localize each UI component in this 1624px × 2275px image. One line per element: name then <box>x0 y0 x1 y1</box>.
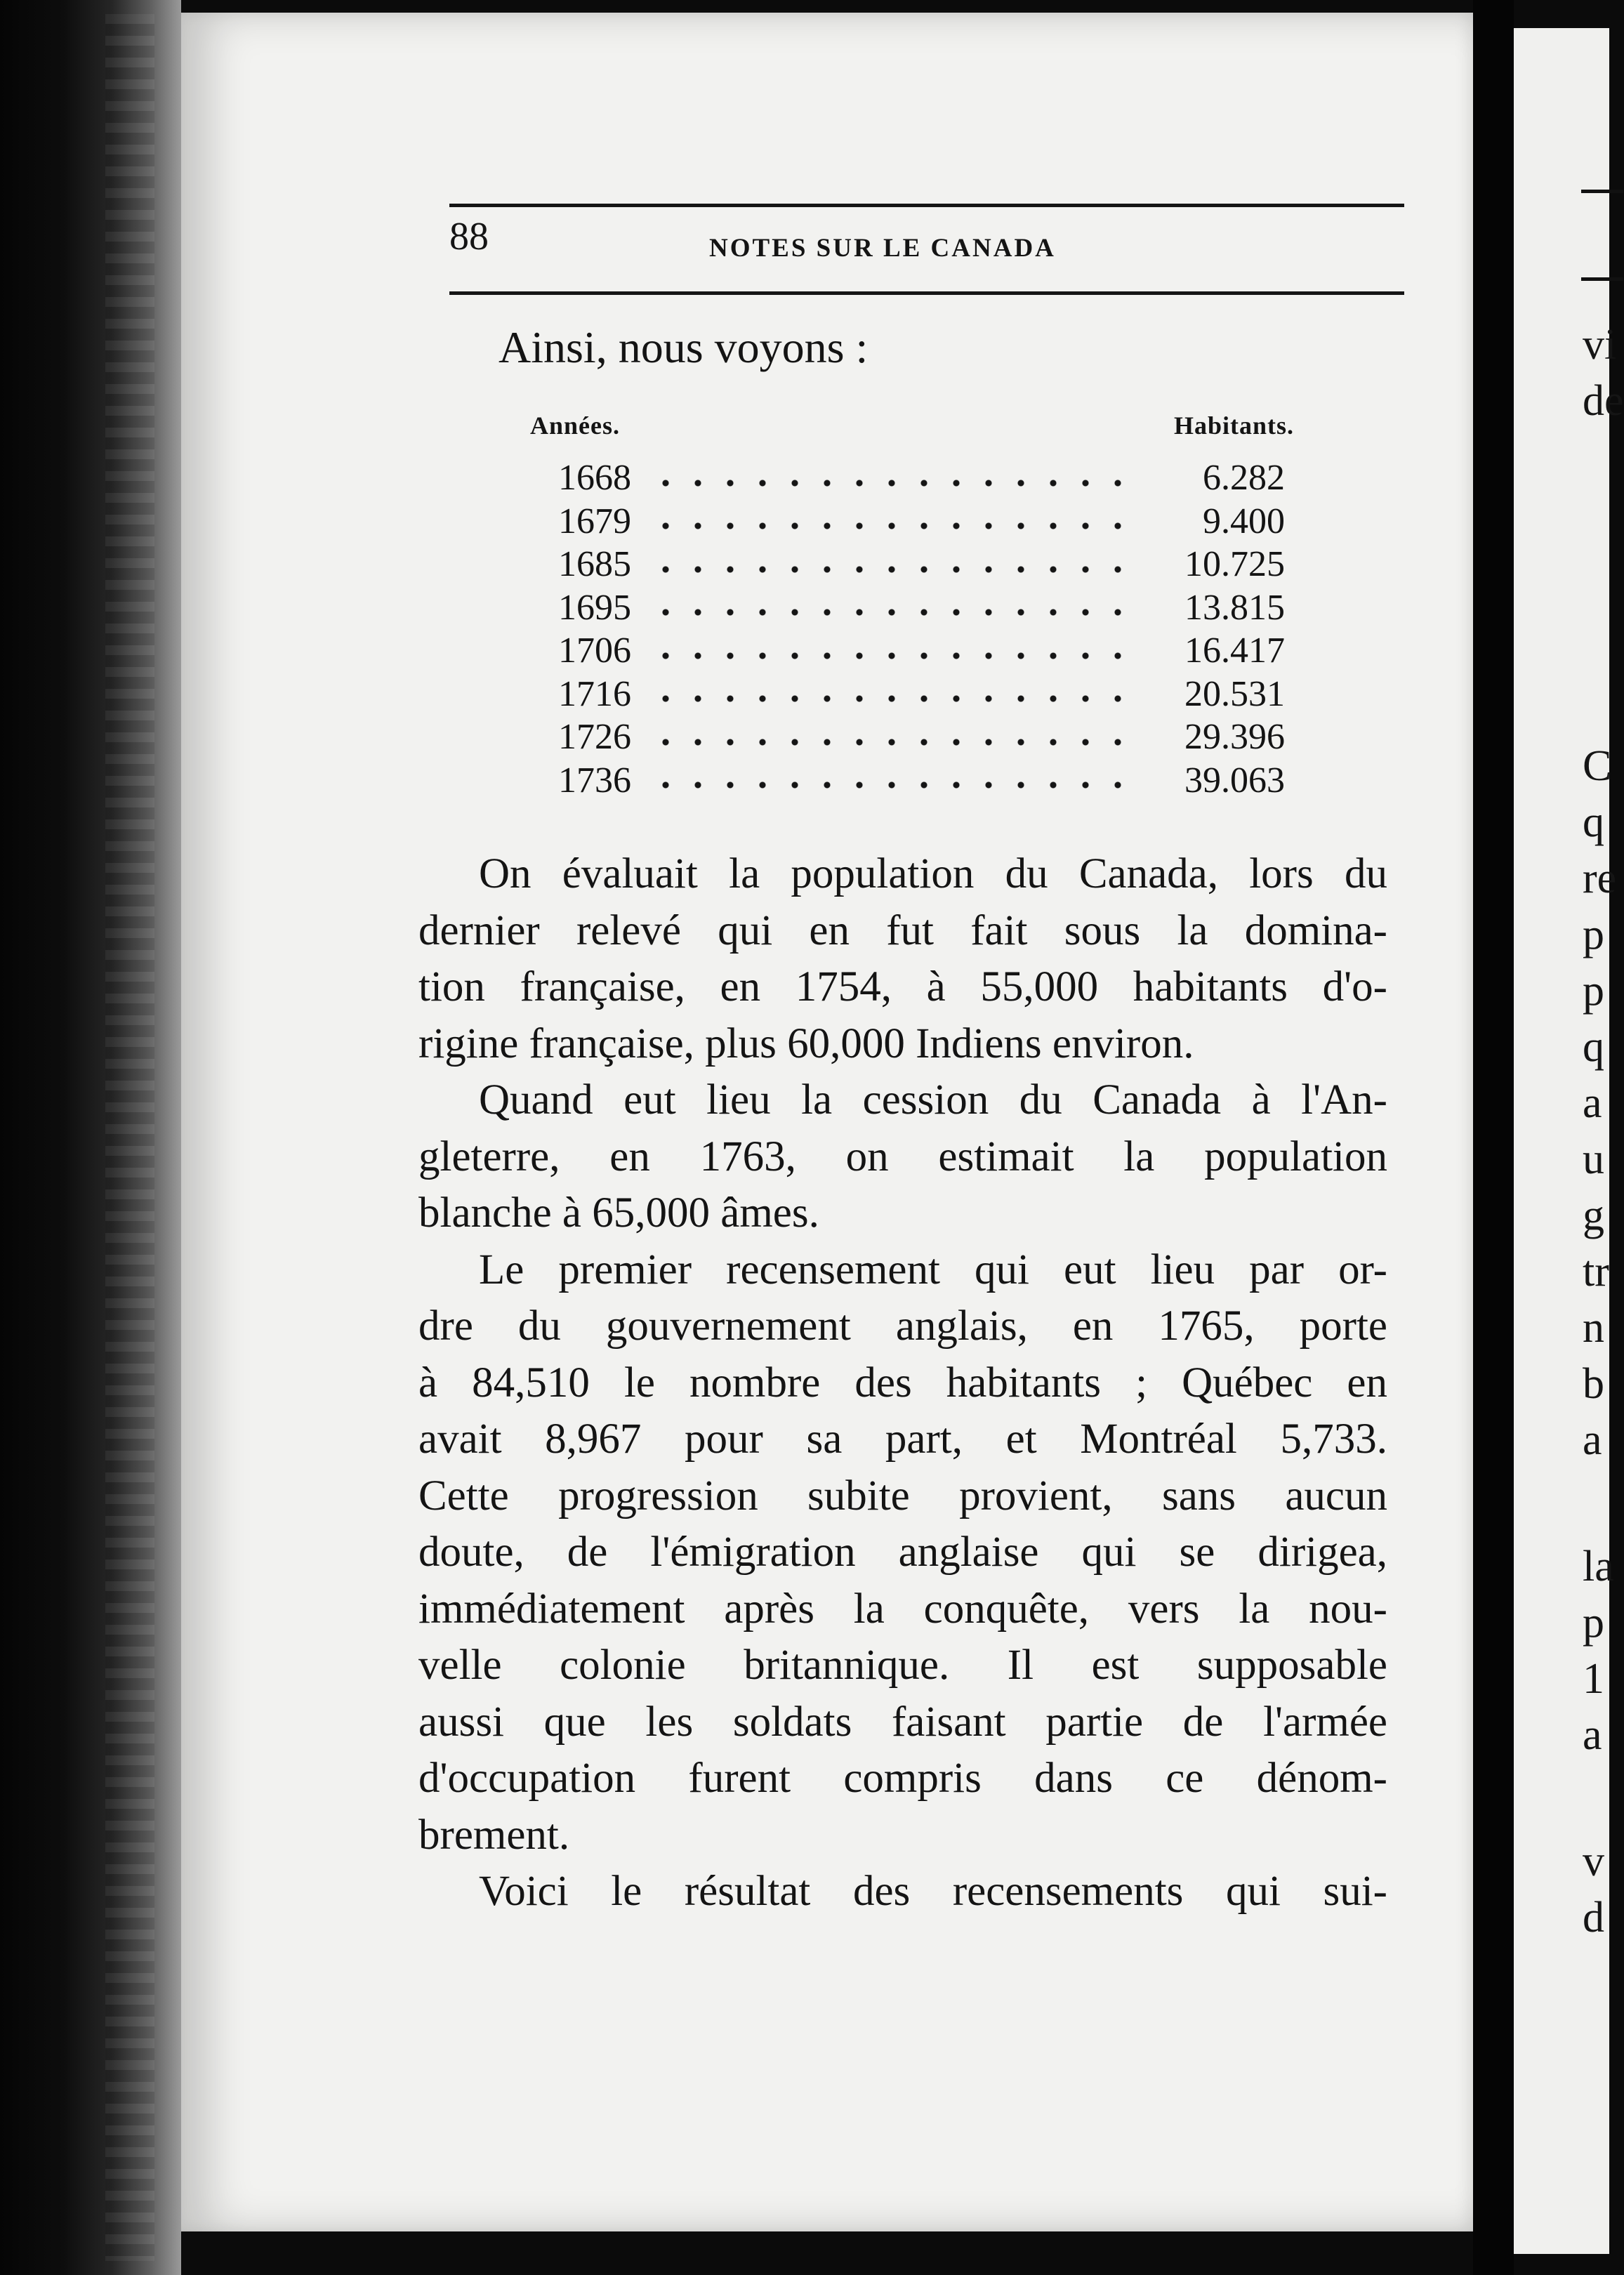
text-line <box>418 1298 1387 1355</box>
table-row <box>558 456 1285 500</box>
population-cell: 39.063 <box>1184 760 1285 800</box>
facing-page-fragment: d <box>1583 1894 1604 1941</box>
text-line <box>418 1242 1387 1299</box>
year-cell: 1668 <box>558 458 631 499</box>
text-line-content: Cette progression subite provient, sans aucun <box>418 1472 1387 1519</box>
text-line <box>418 1072 1387 1129</box>
facing-page-fragment: re <box>1583 855 1617 902</box>
facing-page-fragment: p <box>1583 967 1604 1015</box>
facing-page-fragment: a <box>1583 1079 1602 1127</box>
dot-leader <box>649 780 1146 790</box>
text-line <box>418 1694 1387 1751</box>
text-line-content: rigine française, plus 60,000 Indiens environ. <box>418 1020 1194 1067</box>
text-line <box>418 846 1387 903</box>
table-row <box>558 586 1285 630</box>
dot-leader <box>649 694 1146 704</box>
population-cell: 13.815 <box>1184 587 1285 628</box>
text-line-content: Voici le résultat des recensements qui sui- <box>479 1868 1387 1915</box>
facing-page-edge <box>1514 28 1624 2254</box>
facing-page-fragment: p <box>1583 911 1604 958</box>
text-line <box>418 1355 1387 1412</box>
facing-page-fragment: a <box>1583 1711 1602 1759</box>
text-line-content: brement. <box>418 1811 570 1859</box>
table-row <box>558 716 1285 759</box>
table-row <box>558 673 1285 716</box>
text-line <box>418 1524 1387 1581</box>
text-line-content: On évaluait la population du Canada, lors du <box>479 850 1387 897</box>
text-line <box>418 1637 1387 1694</box>
text-line-content: Quand eut lieu la cession du Canada à l'An- <box>479 1076 1387 1123</box>
table-row <box>558 543 1285 586</box>
table-row <box>558 500 1285 543</box>
text-line-content: doute, de l'émigration anglaise qui se dirigea, <box>418 1529 1387 1576</box>
facing-page-fragment: v <box>1583 1838 1604 1885</box>
facing-page-fragment: 1 <box>1583 1655 1604 1703</box>
text-line <box>418 1185 1387 1242</box>
facing-page-fragment: u <box>1583 1135 1604 1183</box>
population-cell: 29.396 <box>1184 717 1285 758</box>
text-line <box>418 1864 1387 1920</box>
page-number: 88 <box>449 215 489 258</box>
text-line <box>418 1411 1387 1468</box>
gutter-texture <box>105 14 154 2261</box>
text-line <box>418 1750 1387 1807</box>
year-cell: 1685 <box>558 544 631 585</box>
facing-page-fragment: n <box>1583 1304 1604 1352</box>
population-table <box>558 456 1285 802</box>
body-text <box>418 846 1387 1920</box>
text-line <box>418 1468 1387 1525</box>
facing-page-rule <box>1581 277 1623 281</box>
text-line <box>418 1581 1387 1638</box>
text-line <box>418 1807 1387 1864</box>
year-cell: 1706 <box>558 631 631 671</box>
facing-page-fragment: vi <box>1583 321 1617 369</box>
text-line <box>418 903 1387 960</box>
facing-page-fragment: C <box>1583 742 1612 790</box>
dot-leader <box>649 478 1146 488</box>
text-line-content: d'occupation furent compris dans ce dénom- <box>418 1755 1387 1802</box>
year-cell: 1726 <box>558 717 631 758</box>
population-cell: 6.282 <box>1203 458 1285 499</box>
year-cell: 1695 <box>558 587 631 628</box>
text-line-content: immédiatement après la conquête, vers la nou- <box>418 1585 1387 1633</box>
facing-page-fragment: p <box>1583 1599 1604 1647</box>
facing-page-rule <box>1581 190 1623 193</box>
text-line-content: dre du gouvernement anglais, en 1765, porte <box>418 1303 1387 1350</box>
population-cell: 20.531 <box>1184 673 1285 714</box>
text-line-content: velle colonie britannique. Il est supposable <box>418 1642 1387 1689</box>
facing-page-fragment: la <box>1583 1543 1614 1590</box>
text-line-content: gleterre, en 1763, on estimait la population <box>418 1133 1387 1180</box>
facing-page-fragment: q <box>1583 1023 1604 1071</box>
dot-leader <box>649 607 1146 617</box>
column-header-population: Habitants. <box>1174 411 1295 440</box>
facing-page-fragment: tr <box>1583 1248 1609 1295</box>
facing-page-fragment: b <box>1583 1360 1604 1408</box>
facing-page-fragment: g <box>1583 1192 1604 1239</box>
dot-leader <box>649 521 1146 531</box>
year-cell: 1716 <box>558 673 631 714</box>
year-cell: 1736 <box>558 760 631 800</box>
population-cell: 16.417 <box>1184 631 1285 671</box>
text-line-content: Le premier recensement qui eut lieu par or- <box>479 1246 1387 1293</box>
text-line-content: dernier relevé qui en fut fait sous la domina- <box>418 906 1387 954</box>
facing-page-fragment: a <box>1583 1416 1602 1464</box>
text-line-content: tion française, en 1754, à 55,000 habitants d'o- <box>418 963 1387 1010</box>
dot-leader <box>649 565 1146 574</box>
text-line <box>418 1129 1387 1186</box>
population-cell: 10.725 <box>1184 544 1285 585</box>
intro-line: Ainsi, nous voyons : <box>499 322 869 372</box>
table-row <box>558 759 1285 803</box>
table-row <box>558 629 1285 673</box>
dot-leader <box>649 737 1146 747</box>
header-rule-bottom <box>449 291 1404 295</box>
page-edge-shadow <box>1473 0 1514 2275</box>
facing-page-fragment: de <box>1583 377 1624 425</box>
text-line-content: blanche à 65,000 âmes. <box>418 1189 819 1237</box>
running-title: NOTES SUR LE CANADA <box>709 234 1056 263</box>
dot-leader <box>649 651 1146 661</box>
header-rule-top <box>449 204 1404 207</box>
text-line <box>418 959 1387 1016</box>
year-cell: 1679 <box>558 501 631 541</box>
text-line-content: à 84,510 le nombre des habitants ; Québec en <box>418 1359 1387 1406</box>
text-line-content: aussi que les soldats faisant partie de l'armée <box>418 1698 1387 1746</box>
population-cell: 9.400 <box>1203 501 1285 541</box>
facing-page-fragment: q <box>1583 798 1604 846</box>
text-line-content: avait 8,967 pour sa part, et Montréal 5,733. <box>418 1416 1387 1463</box>
text-line <box>418 1016 1387 1073</box>
column-header-years: Années. <box>530 411 621 440</box>
